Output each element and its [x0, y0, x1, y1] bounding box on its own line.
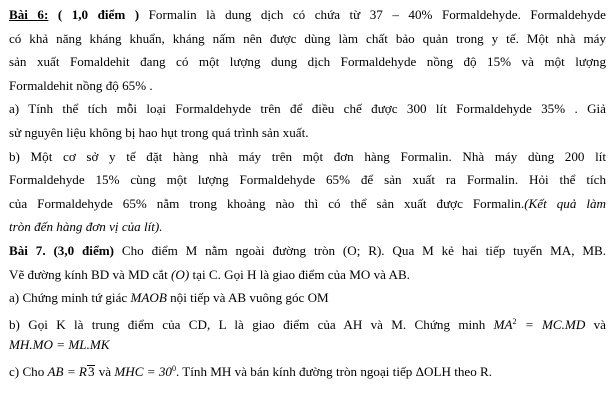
problem7-line-2	[9, 263, 606, 287]
problem7-part-b-and: và	[585, 316, 606, 332]
problem6-intro-text: Formalin là dung dịch có chứa từ 37 – 40% Formaldehyde. Formaldehyde	[139, 7, 606, 22]
problem7-part-b-ma: MA	[493, 316, 513, 332]
problem6-part-a-line-2: sử nguyên liệu không bị hao hụt trong quá trình sản xuất.	[9, 124, 309, 140]
problem7-part-c	[9, 357, 606, 381]
problem7-part-b-text: b) Gọi K là trung điểm của CD, L là giao điểm của AH và M. Chứng minh	[9, 316, 494, 332]
problem7-part-a-text-2: nội tiếp và AB vuông góc OM	[166, 290, 329, 306]
problem7-intro-text: Cho điểm M nằm ngoài đường tròn (O; R). Qua M kẻ hai tiếp tuyến MA, MB.	[114, 242, 606, 258]
problem7-part-a	[9, 286, 606, 310]
problem7-part-b-line-2: MH.MO = ML.MK	[9, 337, 110, 353]
problem6-line-3: sản xuất Fomaldehit đang có một lượng dung dịch Formaldehyde nồng độ 15% và một lượng	[9, 54, 606, 70]
problem7-circle-o: (O)	[171, 266, 190, 282]
problem7-part-c-ab: AB = R	[47, 363, 87, 379]
problem7-part-b-exp: 2	[512, 316, 517, 326]
problem7-part-c-angle	[114, 364, 176, 379]
problem6-part-b-text: của Formaldehyde 65% nằm trong khoảng nào thì có thể sản xuất được Formalin.	[9, 195, 525, 211]
problem7-part-c-mhc: MHC = 30	[114, 363, 172, 379]
problem6-line-1	[9, 3, 606, 27]
problem6-part-b-note-line-2: tròn đến hàng đơn vị của lít).	[9, 219, 163, 235]
problem7-part-a-quad: MAOB	[130, 290, 167, 306]
problem6-part-a-line-1: a) Tính thể tích mỗi loại Formaldehyde trên để điều chế được 300 lít Formaldehyde 35% . Giả	[9, 101, 606, 117]
problem6-line-2: có khả năng kháng khuẩn, kháng nấm nên được dùng làm chất bảo quản trong y tế. Một nhà máy	[9, 30, 606, 46]
problem7-part-c-text: c) Cho	[9, 363, 48, 379]
problem6-part-b-line-1: b) Một cơ sở y tế đặt hàng nhà máy trên một đơn hàng Formalin. Nhà máy dùng 200 lít	[9, 148, 606, 164]
problem7-part-c-and: và	[95, 363, 115, 379]
problem7-part-c-degree: 0	[171, 363, 176, 373]
problem6-label: Bài 6:	[9, 7, 49, 22]
problem6-part-b-line-3	[9, 192, 606, 216]
problem6-line-4: Formaldehit nồng độ 65% .	[9, 77, 153, 93]
problem7-part-c-text-2: . Tính MH và bán kính đường tròn ngoại tiếp ΔOLH theo R.	[175, 363, 493, 379]
problem7-part-c-sqrt: 3	[87, 363, 95, 379]
problem7-intro-text-3: tại C. Gọi H là giao điểm của MO và AB.	[189, 266, 410, 282]
problem7-part-b-rhs: = MC.MD	[516, 316, 586, 332]
problem7-part-a-text: a) Chứng minh tứ giác	[9, 290, 131, 306]
problem6-points: ( 1,0 điểm )	[48, 7, 140, 22]
problem7-line-1	[9, 239, 606, 263]
problem6-part-b-note: (Kết quả làm	[524, 195, 606, 211]
problem7-label: Bài 7. (3,0 điểm)	[9, 242, 115, 258]
problem7-part-b-line-1	[9, 310, 606, 334]
problem7-part-b-formula	[494, 317, 586, 332]
problem6-part-b-line-2: Formaldehyde 15% cùng một lượng Formaldehyde 65% để sản xuất ra Formalin. Hỏi thể tích	[9, 172, 606, 188]
problem7-intro-text-2: Vẽ đường kính BD và MD cắt	[9, 266, 172, 282]
